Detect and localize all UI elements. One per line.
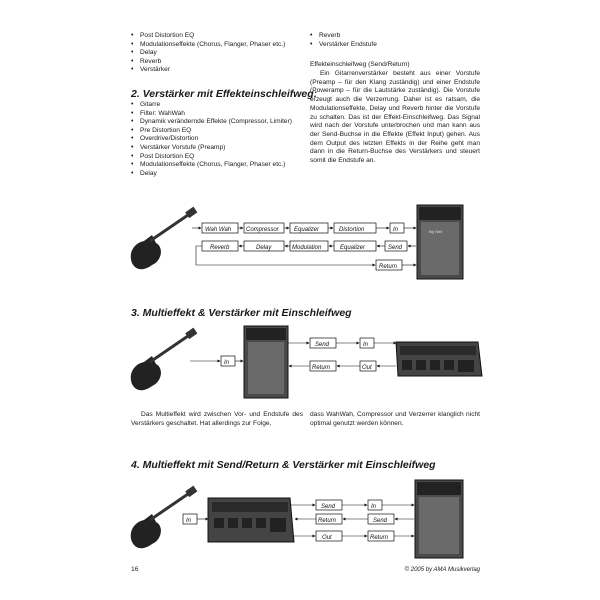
box-label: Return (370, 535, 389, 541)
signal-chain-diagram-2 (128, 324, 483, 400)
list-item: • Reverb (310, 32, 480, 41)
box-label: Send (373, 518, 388, 524)
top-list-right (310, 32, 480, 49)
box-label: In (224, 360, 230, 366)
section4-heading: 4. Multieffekt mit Send/Return & Verstärker mit Einschleifweg (131, 459, 436, 471)
box-label: Reverb (210, 245, 230, 251)
box-label: In (186, 518, 192, 524)
list-item: • Post Distortion EQ (131, 153, 299, 162)
sendreturn-paragraph (310, 70, 480, 166)
multieffect-unit-icon (396, 342, 482, 376)
list-item: • Modulationseffekte (Chorus, Flanger, Phaser etc.) (131, 161, 299, 170)
box-label: Send (315, 342, 330, 348)
box-label: In (363, 342, 369, 348)
list-item: • Gitarre (131, 101, 299, 110)
box-label: Send (388, 245, 403, 251)
section3-heading: 3. Multieffekt & Verstärker mit Einschleifweg (131, 307, 352, 319)
section3-text-right (310, 411, 480, 428)
box-label: Return (379, 264, 398, 270)
signal-chain-diagram-3 (128, 476, 480, 560)
box-label: Equalizer (294, 227, 320, 233)
sendreturn-subheading: Effekteinschleifweg (Send/Return) (310, 61, 410, 68)
section2-list (131, 101, 299, 178)
list-item: • Delay (131, 170, 299, 179)
box-label: Out (322, 535, 332, 541)
paragraph-text: Das Multieffekt wird zwischen Vor- und Endstufe des Verstärkers geschaltet. Hat allerdings zur Folge, (131, 411, 303, 427)
list-item: • Reverb (131, 58, 321, 67)
guitar-icon (131, 207, 198, 270)
amp-logo: Big Watt (429, 230, 443, 234)
list-item: • Filter: WahWah (131, 110, 299, 119)
box-label: Delay (256, 245, 272, 251)
box-label: Modulation (292, 245, 322, 251)
amp-icon (244, 326, 288, 398)
list-item: • Pre Distortion EQ (131, 127, 299, 136)
box-label: Equalizer (340, 245, 366, 251)
paragraph-text: Ein Gitarrenverstärker besteht aus einer Vorstufe (Preamp – für den Klang zuständig) und einer Endstufe (Poweramp – für die Lautstärke zuständig). Die Vorstufe erzeugt auch die Verzerrung. Daher ist es ratsam, die Modulationseffekte, Delay und Reverb hinter die Vorstufe zu schalten. Das ist der Effekt-Einschleifweg. Das Signal wird nach der Vorstufe unterbrochen und man kann aus der Send-Buchse in die Effekte (Effekt Input) gehen. Aus dem Output des letzten Effekts in der Reihe geht man dann in die Return-Buchse des Verstärkers und steuert somit die Endstufe an. (310, 70, 480, 165)
copyright: © 2005 by AMA Musikverlag (404, 567, 480, 573)
box-label: In (393, 227, 399, 233)
list-item: • Dynamik verändernde Effekte (Compressor, Limiter) (131, 118, 299, 127)
box-label: Distortion (339, 227, 365, 233)
amp-icon (417, 205, 463, 279)
guitar-icon (131, 328, 198, 391)
amp-icon (415, 480, 463, 558)
list-item: • Delay (131, 49, 321, 58)
box-label: In (371, 504, 377, 510)
signal-chain-diagram-1 (128, 203, 478, 281)
section2-heading: 2. Verstärker mit Effekteinschleifweg: (131, 88, 318, 100)
list-item: • Verstärker (131, 66, 321, 75)
list-item: • Verstärker Vorstufe (Preamp) (131, 144, 299, 153)
box-label: Return (312, 365, 331, 371)
paragraph-text: dass WahWah, Compressor und Verzerrer klanglich nicht optimal genutzt werden können. (310, 411, 480, 427)
box-label: Return (318, 518, 337, 524)
box-label: Send (321, 504, 336, 510)
list-item: • Post Distortion EQ (131, 32, 321, 41)
top-list-left (131, 32, 321, 75)
multieffect-unit-icon (208, 498, 294, 542)
list-item: • Modulationseffekte (Chorus, Flanger, Phaser etc.) (131, 41, 321, 50)
box-label: Out (362, 365, 372, 371)
list-item: • Overdrive/Distortion (131, 135, 299, 144)
list-item: • Verstärker Endstufe (310, 41, 480, 50)
section3-text-left (131, 411, 303, 428)
page-number: 16 (131, 566, 139, 573)
box-label: Wah Wah (205, 227, 232, 233)
box-label: Compressor (246, 227, 279, 233)
